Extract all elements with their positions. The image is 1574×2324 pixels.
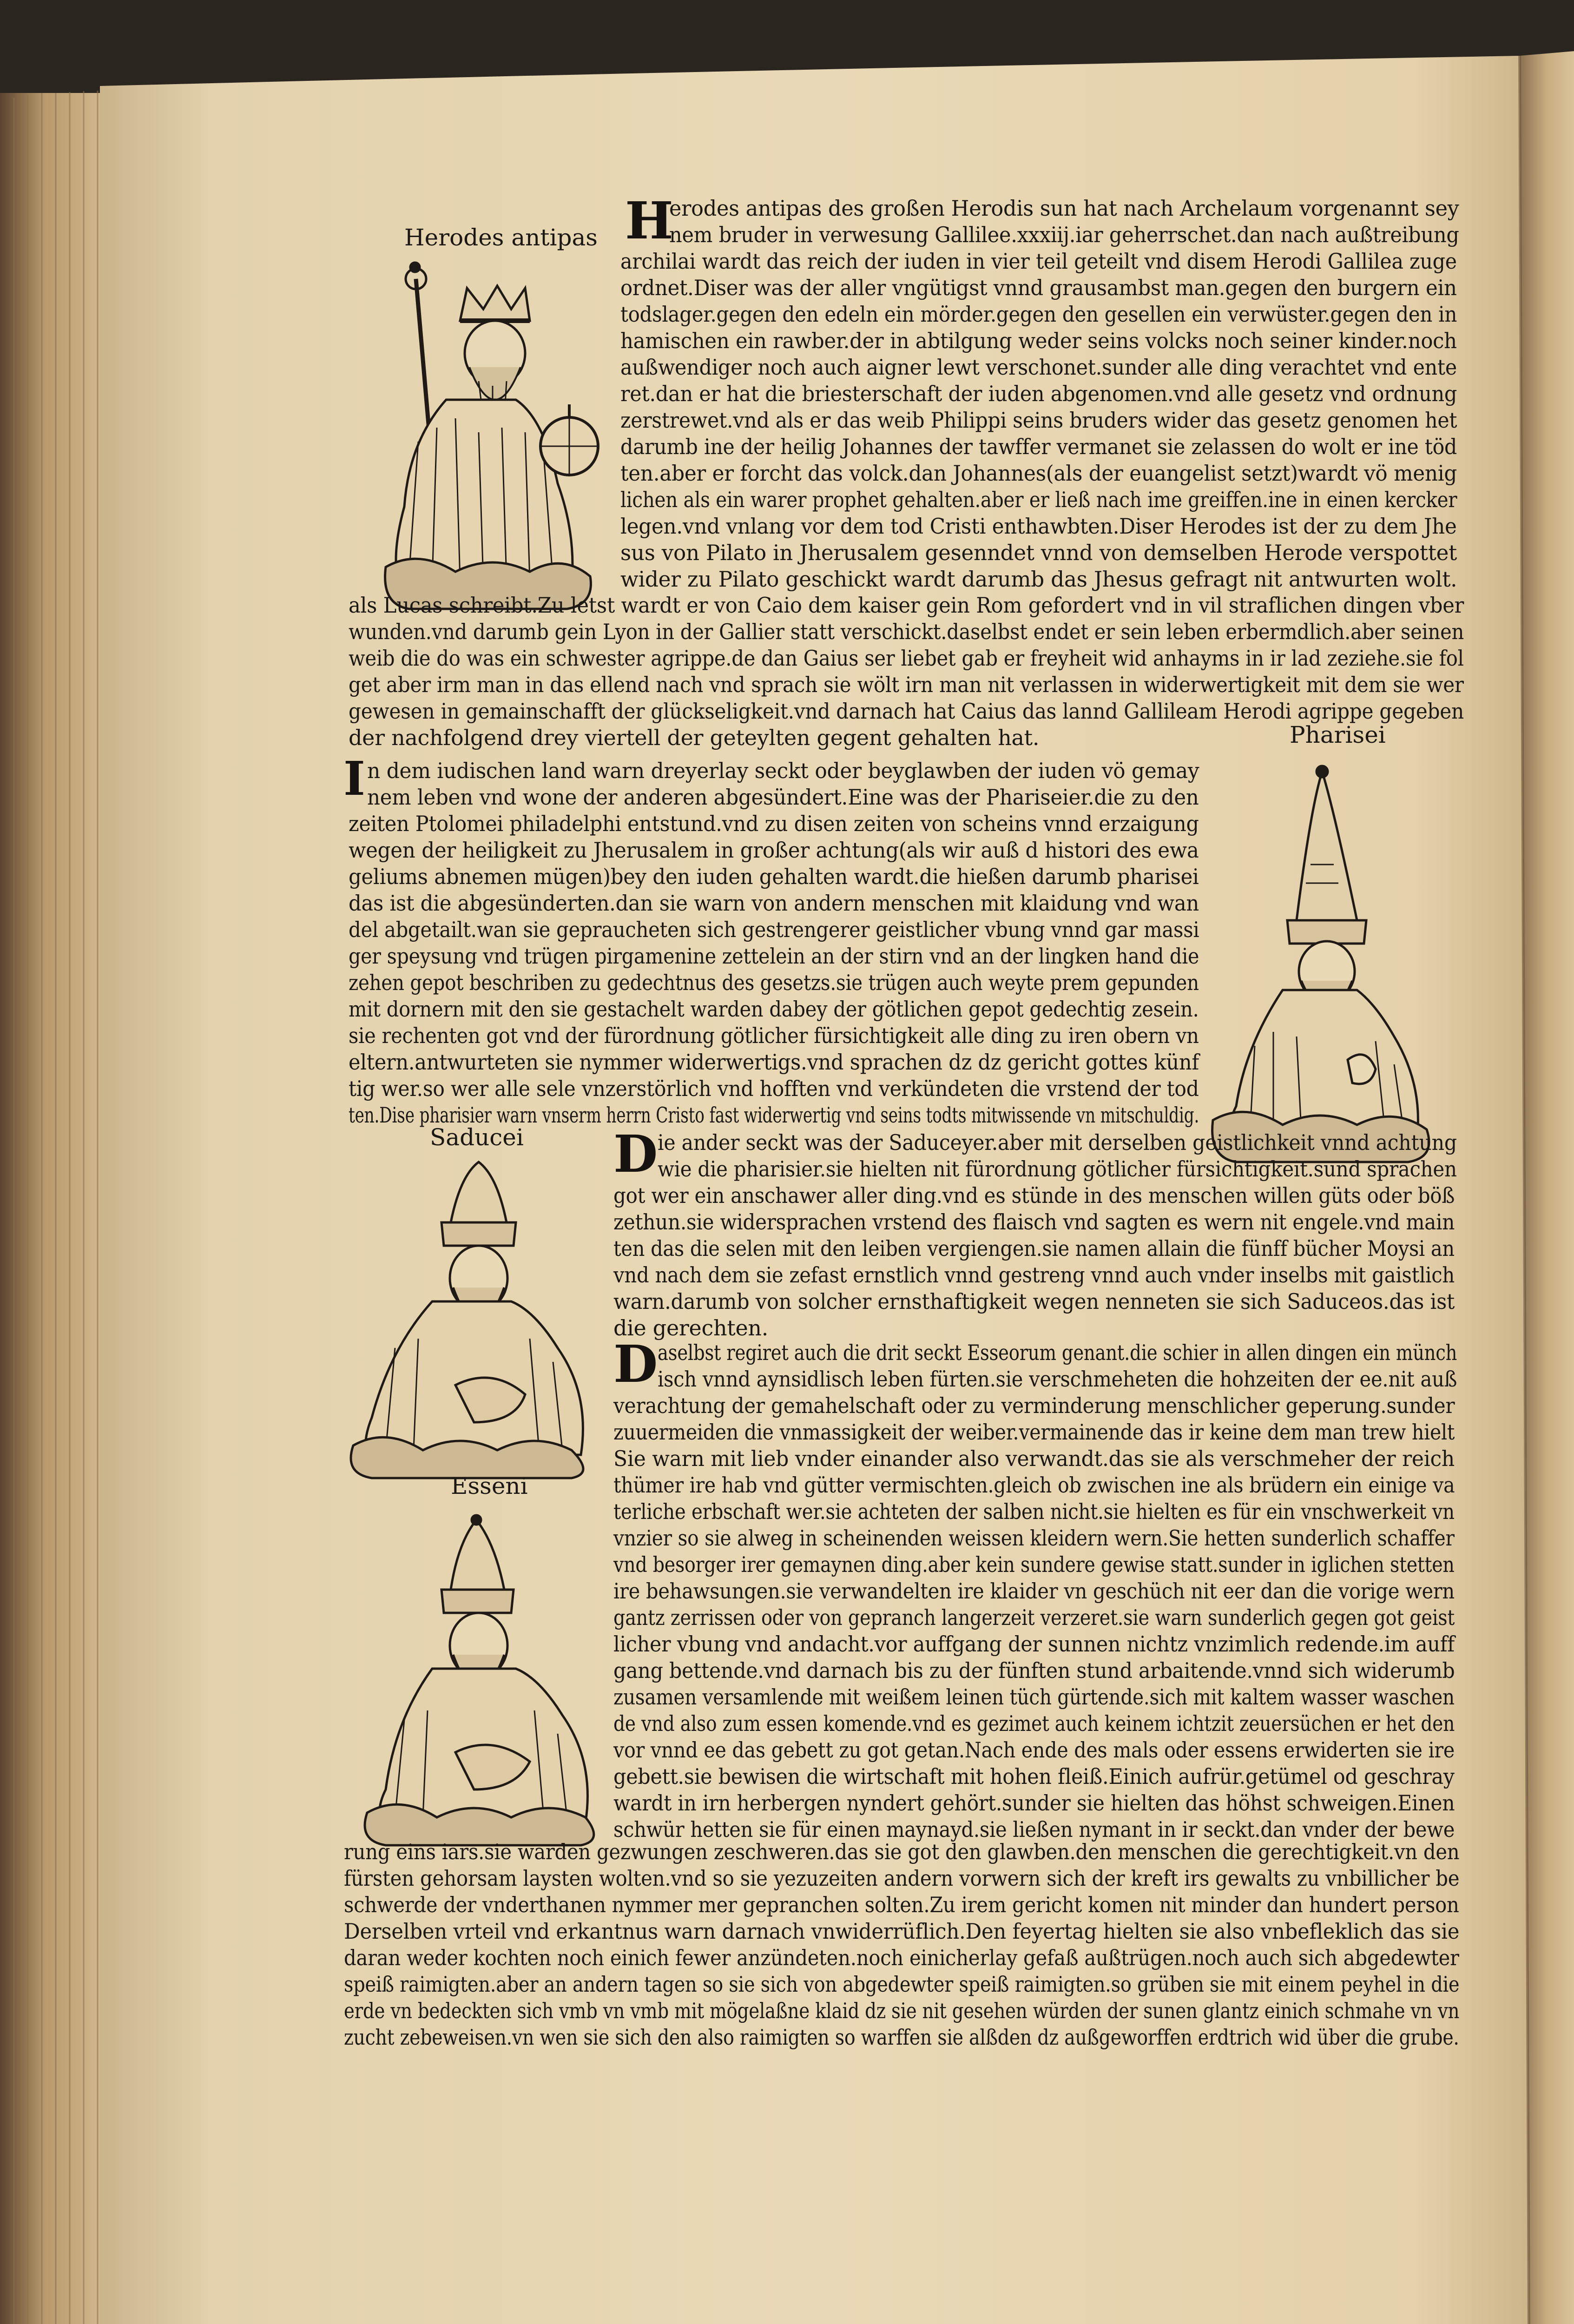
text-line: sus von Pilato in Jherusalem gesenndet vnnd von demselben Herode verspottet [620,540,1457,565]
text-line: de vnd also zum essen komende.vnd es gezimet auch keinem ichtzit zeuersüchen er het den [613,1711,1455,1736]
text-line: Derselben vrteil vnd erkantnus warn darnach vnwiderrüflich.Den feyertag hielten sie also vnbefleklich das sie [344,1919,1460,1944]
caption-herodes: Herodes antipas [404,224,598,251]
text-saducei-cont [613,1182,1455,1341]
text-line: daran weder kochten noch einich fewer anzündeten.noch einicherlay gefaß außtrügen.noch auch sich abgedewter [344,1945,1459,1970]
text-line: erodes antipas des großen Herodis sun hat nach Archelaum vorgenannt sey [669,196,1459,221]
text-line: licher vbung vnd andacht.vor auffgang der sunnen nichtz vnzimlich redende.im auff [613,1631,1455,1657]
text-line: wie die pharisier.sie hielten nit fürordnung götlicher fürsichtigkeit.sund sprachen [658,1156,1457,1182]
text-pharisei-cont [349,811,1199,1129]
caption-saducei: Saducei [430,1124,524,1151]
text-essei [658,1340,1457,1393]
text-line: gewesen in gemainschafft der glückseligkeit.vnd darnach hat Caius das lannd Gallileam Herodi agrippe gegeben [349,699,1464,724]
text-line: terliche erbschaft wer.sie achteten der salben nicht.sie hielten es für ein vnschwerkeit vn [613,1499,1455,1524]
caption-pharisei: Pharisei [1290,721,1386,748]
text-line: mit dornern mit den sie gestachelt warden dabey der götlichen gepot gedechtig zesein. [349,997,1199,1022]
text-line: ordnet.Diser was der aller vngütigst vnnd grausambst man.gegen den burgern ein [620,275,1457,300]
text-line: vnd besorger irer gemaynen ding.aber kein sundere gewise statt.sunder in iglichen stetten [613,1552,1455,1577]
text-line: aselbst regiret auch die drit seckt Esseorum genant.die schier in allen dingen ein münch [658,1340,1457,1365]
text-line: speiß raimigten.aber an andern tagen so sie sich von abgedewter speiß raimigten.so grüben sie mit einem peyhel in die [344,1972,1460,1997]
drop-cap-i: I [343,751,365,806]
text-line: nem bruder in verwesung Gallilee.xxxiij.iar geherrschet.dan nach außtreibung [669,222,1459,247]
drop-cap-d: D [613,1124,658,1184]
text-line: gang bettende.vnd darnach bis zu der fünften stund arbaitende.vnnd sich widerumb [613,1658,1455,1683]
text-line: thümer ire hab vnd gütter vermischten.gleich ob zwischen ine als brüdern ein einige va [613,1472,1455,1498]
drop-cap-d2: D [613,1334,658,1394]
text-line: sie rechenten got vnd der fürordnung götlicher fürsichtigkeit alle ding zu iren obern vn [349,1023,1199,1048]
text-line: wider zu Pilato geschickt wardt darumb das Jhesus gefragt nit antwurten wolt. [620,567,1457,592]
text-line: ire behawsungen.sie verwandelten ire klaider vn geschüch nit eer dan die vorige wern [613,1578,1455,1604]
text-line: del abgetailt.wan sie gepraucheten sich gestrengerer geistlicher vbung vnnd gar massi [349,917,1199,942]
text-line: gebett.sie bewisen die wirtschaft mit hohen fleiß.Einich aufrür.getümel od geschray [613,1764,1455,1789]
text-line: ten das die selen mit den leiben vergiengen.sie namen allain die fünff bücher Moysi an [613,1236,1455,1261]
text-line: rung eins iars.sie warden gezwungen zeschweren.das sie got den glawben.den menschen die gerechtigkeit.vn den [344,1839,1460,1864]
text-line: zuuermeiden die vnmassigkeit der weiber.vermainende das ir keine dem man trew hielt [613,1419,1455,1445]
text-line: lichen als ein warer prophet gehalten.aber er ließ nach ime greiffen.ine in einen kercker [620,487,1457,512]
text-line: wegen der heiligkeit zu Jherusalem in großer achtung(als wir auß d histori des ewa [349,838,1199,863]
text-line: zucht zebeweisen.vn wen sie sich den also raimigten so warffen sie alßden dz außgeworffen erdtrich wid über die grube. [344,2025,1459,2050]
text-line: außwendiger noch auch aigner lewt verschonet.sunder alle ding verachtet vnd ente [620,355,1457,380]
text-line: legen.vnd vnlang vor dem tod Cristi enthawbten.Diser Herodes ist der zu dem Jhe [620,514,1457,539]
text-herodes-full [349,592,1464,751]
text-line: got wer ein anschawer aller ding.vnd es stünde in des menschen willen güts oder böß [613,1183,1455,1208]
text-line: der nachfolgend drey viertell der geteylten gegent gehalten hat. [349,725,1040,750]
text-line: ger speysung vnd trügen pirgamenine zettelein an der stirn vnd an der lingken hand die [349,944,1199,969]
text-line: erde vn bedeckten sich vmb vn vmb mit mögelaßne klaid dz sie nit gesehen würden der sunen glantz einich schmahe vn vn [344,1998,1460,2023]
text-line: ten.Dise pharisier warn vnserm herrn Cristo fast widerwertig vnd seins todts mitwissende vn mitschuldig. [349,1103,1199,1128]
text-line: nem leben vnd wone der anderen abgesündert.Eine was der Phariseier.die zu den [367,785,1199,810]
text-line: zusamen versamlende mit weißem leinen tüch gürtende.sich mit kaltem wasser waschen [613,1684,1455,1710]
text-line: fürsten gehorsam laysten wolten.vnd so sie yezuzeiten andern vorwern sich der kreft irs gewalts zu vnbillicher be [344,1866,1460,1891]
text-herodes [669,195,1459,248]
text-line: todslager.gegen den edeln ein mörder.gegen den gesellen ein verwüster.gegen den in [620,302,1457,327]
text-line: ie ander seckt was der Saduceyer.aber mit derselben geistlichkeit vnnd achtung [658,1130,1457,1155]
text-line: n dem iudischen land warn dreyerlay seckt oder beyglawben der iuden vö gemay [367,758,1199,783]
text-line: weib die do was ein schwester agrippe.de dan Gaius ser liebet gab er freyheit wid anhayms in ir lad zeziehe.sie fol [349,646,1464,671]
text-line: zehen gepot beschriben zu gedechtnus des gesetzs.sie trügen auch weyte prem gepunden [349,970,1199,995]
text-line: isch vnnd aynsidlisch leben fürten.sie verschmeheten die hohzeiten der ee.nit auß [658,1367,1457,1392]
text-line: zerstrewet.vnd als er das weib Philippi seins bruders wider das gesetz genomen het [620,408,1457,433]
text-line: die gerechten. [613,1315,769,1340]
text-essei-cont [613,1393,1455,1843]
text-line: als Lucas schreibt.Zu letst wardt er von Caio dem kaiser gein Rom gefordert vnd in vil straflichen dingen vber [349,593,1464,618]
text-line: wunden.vnd darumb gein Lyon in der Gallier statt verschickt.daselbst endet er sein leben erbermdlich.aber seinen [349,619,1464,644]
text-line: vnd nach dem sie zefast ernstlich vnnd gestreng vnnd auch vnder inselbs mit gaistlich [613,1262,1455,1287]
text-line: zethun.sie widersprachen vrstend des flaisch vnd sagten es wern nit engele.vnd main [613,1209,1455,1235]
text-line: ten.aber er forcht das volck.dan Johannes(als der euangelist setzt)wardt vö menig [620,461,1457,486]
text-pharisei [367,758,1199,811]
text-line: hamischen ein rawber.der in abtilgung weder seins volcks noch seiner kinder.noch [620,328,1457,353]
text-line: gantz zerrissen oder von gepranch langerzeit verzeret.sie warn sunderlich gegen got geist [613,1605,1455,1630]
text-line: archilai wardt das reich der iuden in vier teil geteilt vnd disem Herodi Gallilea zuge [620,249,1457,274]
text-line: darumb ine der heilig Johannes der tawffer vermanet sie zelassen do wolt er ine töd [620,434,1457,459]
text-essei-full [344,1839,1459,2051]
text-line: Sie warn mit lieb vnder einander also verwandt.das sie als verschmeher der reich [613,1446,1455,1471]
text-line: schwür hetten sie für einen maynayd.sie ließen nymant in ir seckt.dan vnder der bewe [613,1817,1455,1842]
text-line: warn.darumb von solcher ernsthaftigkeit wegen nenneten sie sich Saduceos.das ist [613,1289,1455,1314]
text-line: zeiten Ptolomei philadelphi entstund.vnd zu disen zeiten von scheins vnnd erzaigung [349,811,1199,836]
text-line: tig wer.so wer alle sele vnzerstörlich vnd hofften vnd verkündeten die vrstend der tod [349,1076,1199,1101]
text-line: vor vnnd ee das gebett zu got getan.Nach ende des mals oder essens erwiderten sie ire [613,1737,1455,1763]
text-line: wardt in irn herbergen nyndert gehört.sunder sie hielten das höhst schweigen.Einen [613,1790,1455,1816]
text-line: schwerde der vnderthanen nymmer mer gepranchen solten.Zu irem gericht komen nit minder dan hundert person [344,1892,1459,1917]
text-line: get aber irm man in das ellend nach vnd sprach sie wölt irn man nit verlassen in widerwertigkeit mit dem sie wer [349,672,1464,697]
text-line: ret.dan er hat die briesterschaft der iuden abgenomen.vnd alle gesetz vnd ordnung [620,381,1457,406]
text-herodes-cont [620,248,1457,593]
text-line: eltern.antwurteten sie nymmer widerwertigs.vnd sprachen dz dz gericht gottes künf [349,1050,1199,1075]
drop-cap-h: H [625,191,673,251]
text-line: vnzier so sie alweg in scheinenden weissen kleidern wern.Sie hetten sunderlich schaffer [613,1525,1455,1551]
text-line: geliums abnemen mügen)bey den iuden gehalten wardt.die hießen darumb pharisei [349,864,1199,889]
text-line: verachtung der gemahelschaft oder zu verminderung menschlicher geperung.sunder [613,1393,1455,1418]
caption-essei: Esseni [451,1472,528,1499]
text-saducei [658,1129,1457,1182]
text-line: das ist die abgesünderten.dan sie warn von andern menschen mit klaidung vnd wan [349,891,1199,916]
